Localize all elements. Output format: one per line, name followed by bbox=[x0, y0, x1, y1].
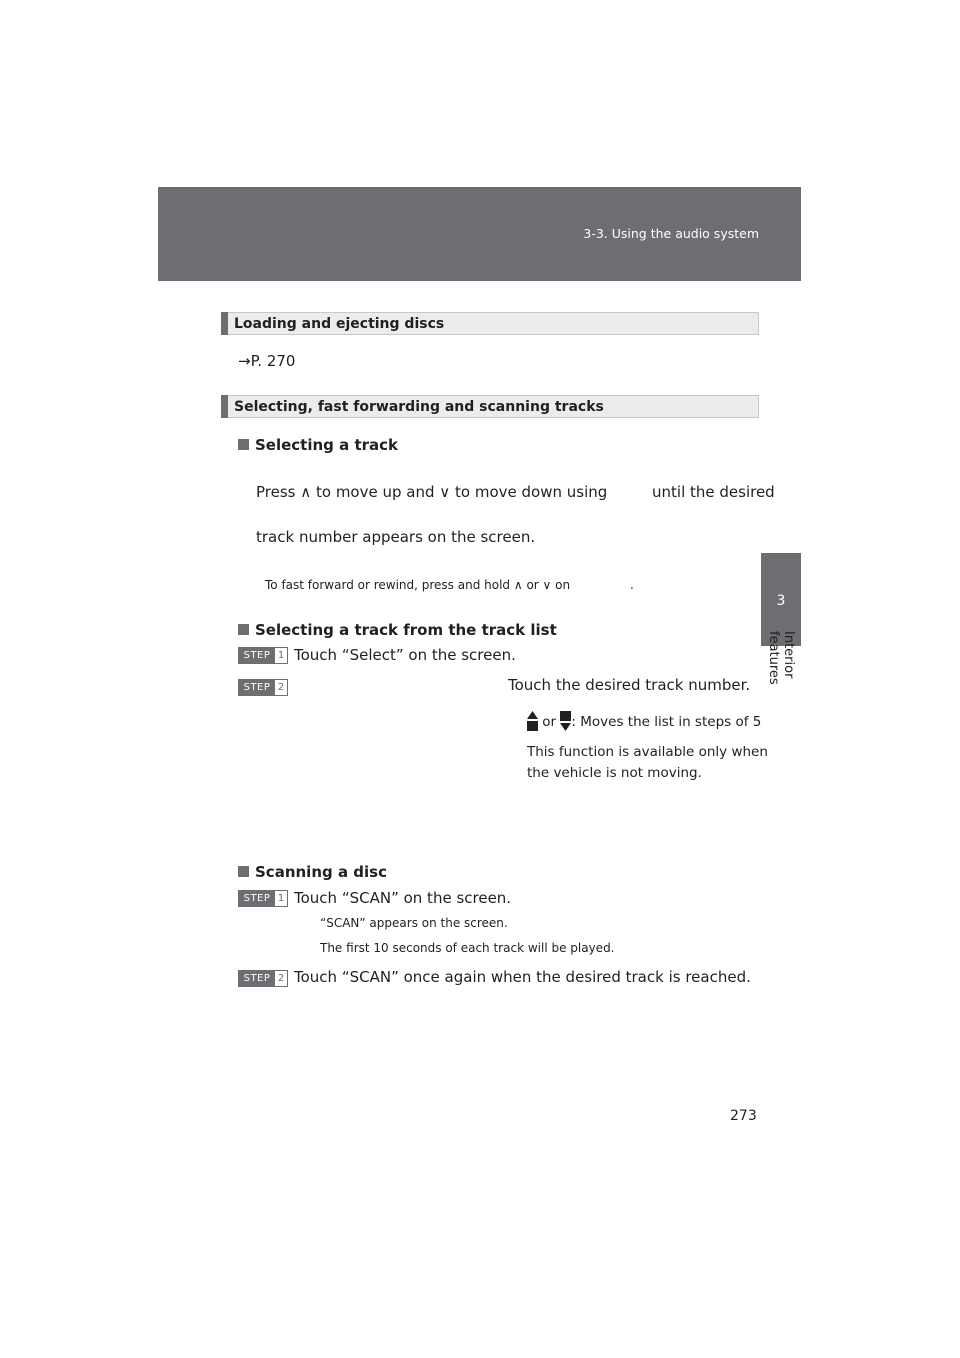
scan-step1-text: Touch “SCAN” on the screen. bbox=[294, 889, 512, 907]
section-header: 3-3. Using the audio system bbox=[583, 226, 759, 241]
subheading-text: Scanning a disc bbox=[255, 863, 387, 881]
step-label: STEP bbox=[239, 648, 275, 663]
square-bullet-icon bbox=[238, 866, 249, 877]
square-bullet-icon bbox=[238, 624, 249, 635]
scan-note-1: “SCAN” appears on the screen. bbox=[320, 916, 508, 930]
step1-text: Touch “Select” on the screen. bbox=[294, 646, 516, 664]
step-badge-1 bbox=[238, 647, 288, 664]
step-number: 1 bbox=[277, 893, 285, 904]
header-band bbox=[158, 187, 801, 281]
scan-note-2: The first 10 seconds of each track will be played. bbox=[320, 941, 615, 955]
arrows-desc-text: : Moves the list in steps of 5 bbox=[571, 714, 762, 730]
step-label: STEP bbox=[239, 680, 275, 695]
section-bar-loading bbox=[221, 312, 759, 335]
section-bar-selecting bbox=[221, 395, 759, 418]
subheading-text: Selecting a track bbox=[255, 436, 399, 454]
availability-note-2: the vehicle is not moving. bbox=[527, 765, 702, 781]
availability-note-1: This function is available only when bbox=[527, 744, 768, 760]
section-title-selecting: Selecting, fast forwarding and scanning tracks bbox=[234, 399, 604, 415]
step-number: 2 bbox=[277, 682, 285, 693]
step-number: 2 bbox=[277, 973, 285, 984]
arrows-or-text: or bbox=[542, 714, 557, 730]
square-bullet-icon bbox=[238, 439, 249, 450]
chapter-number: 3 bbox=[776, 593, 786, 609]
step-badge-2 bbox=[238, 679, 288, 696]
scan-step2-text: Touch “SCAN” once again when the desired track is reached. bbox=[294, 968, 751, 986]
subheading-scanning bbox=[238, 863, 387, 881]
up-arrow-icon bbox=[527, 711, 538, 731]
step2-text: Touch the desired track number. bbox=[508, 676, 751, 694]
page-reference-link[interactable]: →P. 270 bbox=[238, 352, 296, 370]
subheading-text: Selecting a track from the track list bbox=[255, 621, 557, 639]
fast-forward-note-b: . bbox=[630, 578, 634, 592]
chapter-label: Interior features bbox=[766, 631, 796, 685]
subheading-selecting-track bbox=[238, 436, 398, 454]
fast-forward-note-a: To fast forward or rewind, press and hold ∧ or ∨ on bbox=[265, 578, 571, 592]
instruction-line2: track number appears on the screen. bbox=[256, 528, 536, 546]
section-title-loading: Loading and ejecting discs bbox=[234, 316, 445, 332]
instruction-line1a: Press ∧ to move up and ∨ to move down using bbox=[256, 483, 608, 501]
scan-step-badge-2 bbox=[238, 970, 288, 987]
page-number: 273 bbox=[730, 1108, 757, 1124]
list-arrows-description bbox=[527, 711, 761, 731]
step-number: 1 bbox=[277, 650, 285, 661]
step-label: STEP bbox=[239, 891, 275, 906]
scan-step-badge-1 bbox=[238, 890, 288, 907]
subheading-track-list bbox=[238, 621, 557, 639]
down-arrow-icon bbox=[560, 711, 571, 731]
instruction-line1b: until the desired bbox=[652, 483, 775, 501]
step-label: STEP bbox=[239, 971, 275, 986]
